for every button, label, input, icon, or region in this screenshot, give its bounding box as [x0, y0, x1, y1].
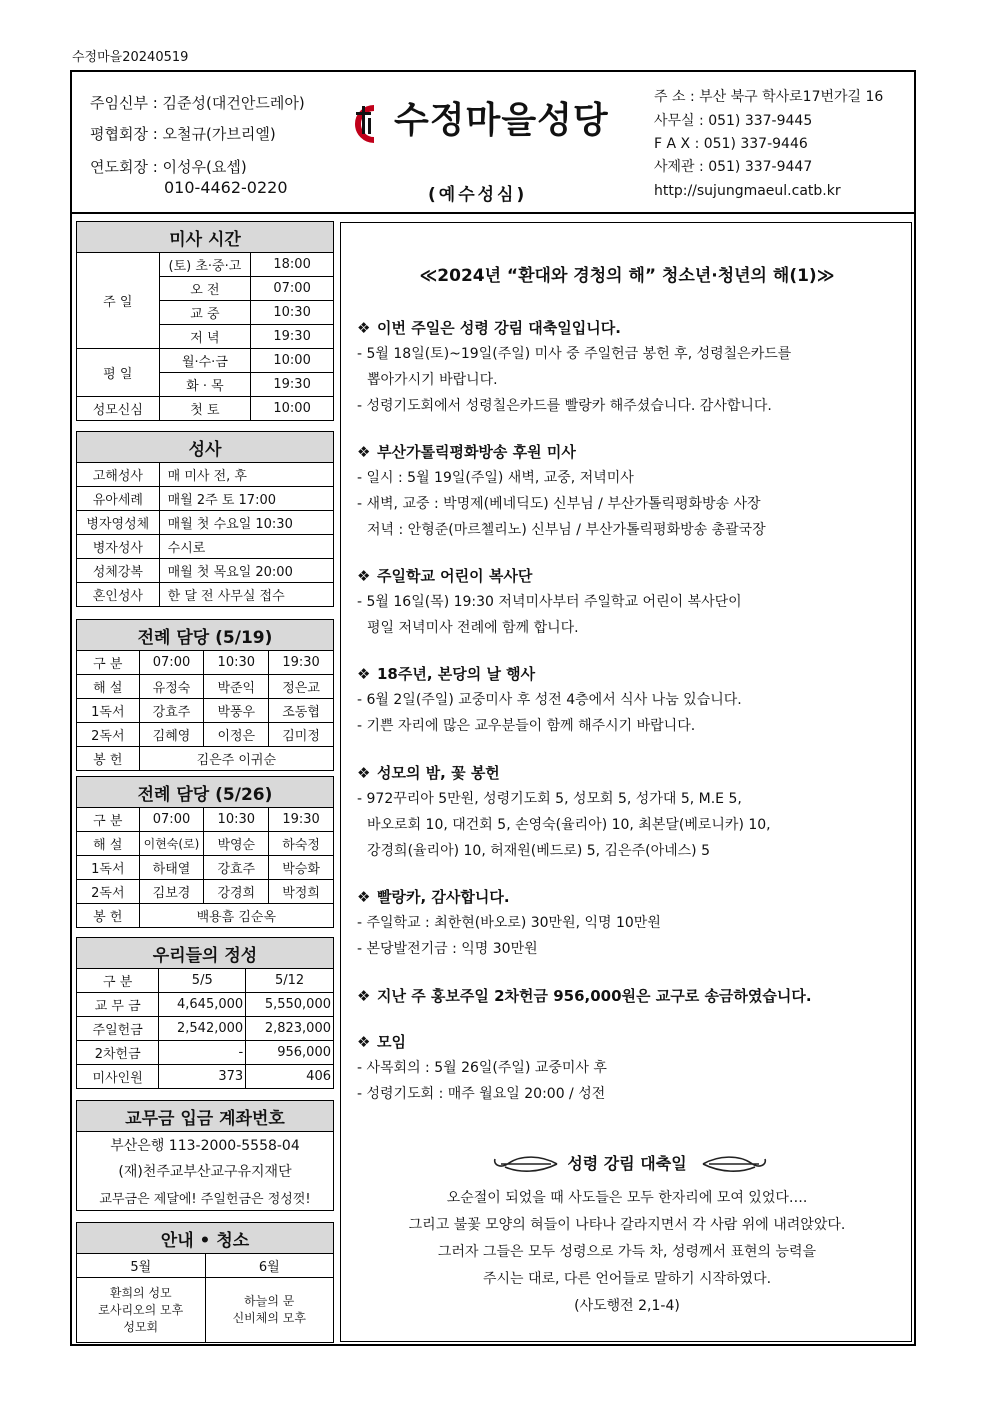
diamond-bullet-icon: ❖ [357, 888, 371, 906]
offerings-table [76, 937, 334, 1089]
liturgy-header-cell: 10:30 [204, 651, 269, 675]
cleaning-group: 환희의 성모 [109, 1285, 172, 1300]
offering-amount: 5,550,000 [246, 993, 334, 1017]
offering-type: 주일헌금 [77, 1017, 159, 1041]
council-info: 평협회장 : 오철규(가브리엘) [90, 125, 276, 143]
offering-amount: 956,000 [246, 1041, 334, 1065]
diamond-bullet-icon: ❖ [357, 443, 371, 461]
website-link[interactable]: http://sujungmaeul.catb.kr [654, 183, 841, 199]
diamond-bullet-icon: ❖ [357, 567, 371, 585]
section-heading: 18주년, 본당의 날 행사 [377, 665, 536, 683]
address: 주 소 : 부산 북구 학사로17번가길 16 [654, 89, 884, 105]
parish-name: 수정마을성당 [394, 100, 609, 141]
section-line: - 5월 18일(토)~19일(주일) 미사 중 주일헌금 봉헌 후, 성령칠은카드를 [357, 346, 792, 362]
announcement-section [357, 1029, 905, 1107]
liturgy-cell: 박풍우 [204, 699, 269, 723]
liturgy-cell: 하태열 [139, 856, 204, 880]
district-phone: 010-4462-0220 [164, 178, 288, 197]
sacrament-name: 고해성사 [77, 463, 160, 487]
liturgy-cell: 해 설 [77, 832, 140, 856]
mass-name: 저 녁 [159, 325, 251, 349]
sacraments-table [76, 431, 334, 607]
office-phone: 사무실 : 051) 337-9445 [654, 113, 813, 129]
section-heading: 주일학교 어린이 복사단 [377, 567, 533, 585]
announcement-section [357, 983, 905, 1009]
offering-amount: 406 [246, 1065, 334, 1089]
offering-label: 봉 헌 [77, 904, 140, 928]
offering-amount: 373 [159, 1065, 246, 1089]
quote-title: 성령 강림 대축일 [567, 1154, 687, 1173]
mass-name: 교 중 [159, 301, 251, 325]
section-line: - 기쁜 자리에 많은 교우분들이 함께 해주시기 바랍니다. [357, 718, 696, 734]
section-line: - 새벽, 교중 : 박명제(베네딕도) 신부님 / 부산가톨릭평화방송 사장 [357, 496, 761, 512]
offerings-title: 우리들의 정성 [77, 938, 334, 969]
section-line: - 6월 2일(주일) 교중미사 후 성전 4층에서 식사 나눔 있습니다. [357, 692, 742, 708]
cleaning-group: 성모회 [123, 1319, 159, 1334]
offering-label: 봉 헌 [77, 747, 140, 771]
mass-time: 19:30 [251, 373, 334, 397]
quote-line: 그리고 불꽃 모양의 혀들이 나타나 갈라지면서 각 사람 위에 내려앉았다. [408, 1217, 846, 1233]
liturgy-table-0526 [76, 776, 334, 928]
liturgy-header-cell: 19:30 [269, 808, 334, 832]
liturgy-cell: 2독서 [77, 723, 140, 747]
sacrament-value: 수시로 [159, 535, 333, 559]
announcements-title: ≪2024년 “환대와 경청의 해” 청소년·청년의 해(1)≫ [419, 266, 835, 286]
right-flourish-icon [701, 1153, 769, 1175]
parish-logo [344, 92, 644, 152]
account-title: 교무금 입금 계좌번호 [77, 1101, 334, 1132]
cleaning-may [77, 1278, 206, 1343]
mass-time: 10:00 [251, 397, 334, 421]
section-line: - 972꾸리아 5만원, 성령기도회 5, 성모회 5, 성가대 5, M.E 5, [357, 791, 742, 807]
sacrament-value: 매월 첫 수요일 10:30 [159, 511, 333, 535]
offerings-header-cell: 구 분 [77, 969, 159, 993]
weekday-label: 평 일 [77, 349, 160, 397]
announcement-section [357, 884, 905, 962]
liturgy-title: 전례 담당 (5/26) [77, 777, 334, 808]
marian-label: 성모신심 [77, 397, 160, 421]
diamond-bullet-icon: ❖ [357, 319, 371, 337]
quote-citation: (사도행전 2,1-4) [574, 1298, 680, 1314]
offering-type: 교 무 금 [77, 993, 159, 1017]
mass-time: 10:00 [251, 349, 334, 373]
sacrament-name: 유아세례 [77, 487, 160, 511]
liturgy-cell: 김보경 [139, 880, 204, 904]
liturgy-cell: 조동협 [269, 699, 334, 723]
diamond-bullet-icon: ❖ [357, 1033, 371, 1051]
liturgy-cell: 박준익 [204, 675, 269, 699]
account-note: 교무금은 제달에! 주일헌금은 정성껏! [77, 1184, 334, 1211]
sacrament-name: 병자영성체 [77, 511, 160, 535]
rectory-phone: 사제관 : 051) 337-9447 [654, 159, 813, 175]
section-line: 강경희(율리아) 10, 허재원(베드로) 5, 김은주(아네스) 5 [367, 843, 710, 859]
section-line: - 사목회의 : 5월 26일(주일) 교중미사 후 [357, 1060, 607, 1076]
liturgy-cell: 강경희 [204, 880, 269, 904]
liturgy-header-cell: 19:30 [269, 651, 334, 675]
section-line: 뽑아가시기 바랍니다. [367, 372, 498, 388]
offering-amount: 2,823,000 [246, 1017, 334, 1041]
cleaning-month: 5월 [77, 1254, 206, 1278]
liturgy-table-0519 [76, 619, 334, 771]
bulletin-header [72, 72, 914, 214]
liturgy-cell: 해 설 [77, 675, 140, 699]
liturgy-header-cell: 07:00 [139, 651, 204, 675]
mass-time: 18:00 [251, 253, 334, 277]
section-heading: 부산가톨릭평화방송 후원 미사 [377, 443, 576, 461]
account-box [76, 1100, 334, 1211]
liturgy-cell: 유정숙 [139, 675, 204, 699]
cleaning-group: 신비체의 모후 [232, 1311, 306, 1325]
liturgy-header-cell: 구 분 [77, 808, 140, 832]
offering-amount: - [159, 1041, 246, 1065]
mass-name: (토) 초·중·고 [159, 253, 251, 277]
section-line: 평일 저녁미사 전례에 함께 합니다. [367, 620, 579, 636]
sacrament-value: 매월 2주 토 17:00 [159, 487, 333, 511]
announcement-section [357, 563, 905, 641]
liturgy-cell: 정은교 [269, 675, 334, 699]
offering-amount: 2,542,000 [159, 1017, 246, 1041]
section-heading: 빨랑카, 감사합니다. [377, 888, 510, 906]
announcement-section [357, 315, 905, 419]
sacraments-title: 성사 [77, 432, 334, 463]
liturgy-cell: 강효주 [139, 699, 204, 723]
mass-time: 19:30 [251, 325, 334, 349]
mass-name: 첫 토 [159, 397, 251, 421]
section-line: 저녁 : 안형준(마르첼리노) 신부님 / 부산가톨릭평화방송 총괄국장 [367, 522, 766, 538]
section-line: - 일시 : 5월 19일(주일) 새벽, 교중, 저녁미사 [357, 470, 634, 486]
cleaning-table [76, 1222, 334, 1343]
liturgy-header-cell: 10:30 [204, 808, 269, 832]
liturgy-cell: 강효주 [204, 856, 269, 880]
quote-line: 그러자 그들은 모두 성령으로 가득 차, 성령께서 표현의 능력을 [437, 1244, 817, 1260]
mass-times-table [76, 221, 334, 421]
diamond-bullet-icon: ❖ [357, 764, 371, 782]
liturgy-header-cell: 07:00 [139, 808, 204, 832]
cleaning-group: 로사리오의 모후 [98, 1302, 184, 1317]
announcements-panel [340, 222, 912, 1342]
liturgy-cell: 박영순 [204, 832, 269, 856]
offering-type: 2차헌금 [77, 1041, 159, 1065]
quote-line: 오순절이 되었을 때 사도들은 모두 한자리에 모여 있었다…. [446, 1190, 808, 1206]
sunday-name: (예수성심) [428, 185, 528, 205]
liturgy-cell: 이현숙(로) [139, 832, 204, 856]
liturgy-cell: 2독서 [77, 880, 140, 904]
sunday-label: 주 일 [77, 253, 160, 349]
offering-amount: 4,645,000 [159, 993, 246, 1017]
mass-name: 월·수·금 [159, 349, 251, 373]
announcement-section [357, 661, 905, 739]
section-line: 바오로회 10, 대건회 5, 손영숙(율리아) 10, 최본달(베로니카) 10, [367, 817, 771, 833]
liturgy-cell: 1독서 [77, 856, 140, 880]
mass-time: 10:30 [251, 301, 334, 325]
diamond-bullet-icon: ❖ [357, 987, 371, 1005]
cleaning-month: 6월 [205, 1254, 334, 1278]
sacrament-name: 혼인성사 [77, 583, 160, 607]
section-line: - 성령기도회에서 성령칠은카드를 빨랑카 해주셨습니다. 감사합니다. [357, 398, 772, 414]
liturgy-cell: 김혜영 [139, 723, 204, 747]
cleaning-june [205, 1278, 334, 1343]
section-heading: 성모의 밤, 꽃 봉헌 [377, 764, 500, 782]
offerings-header-cell: 5/5 [159, 969, 246, 993]
section-heading: 모임 [377, 1033, 406, 1051]
liturgy-header-cell: 구 분 [77, 651, 140, 675]
liturgy-cell: 김미정 [269, 723, 334, 747]
diamond-bullet-icon: ❖ [357, 665, 371, 683]
section-heading: 이번 주일은 성령 강림 대축일입니다. [377, 319, 621, 337]
sacrament-value: 매월 첫 목요일 20:00 [159, 559, 333, 583]
cleaning-title: 안내 • 청소 [77, 1223, 334, 1254]
cleaning-group: 하늘의 문 [244, 1294, 295, 1308]
mass-name: 화 · 목 [159, 373, 251, 397]
priest-info: 주임신부 : 김준성(대건안드레아) [90, 94, 305, 112]
sacrament-name: 병자성사 [77, 535, 160, 559]
liturgy-cell: 이정은 [204, 723, 269, 747]
district-info: 연도회장 : 이성우(요셉) [90, 158, 247, 176]
section-line: - 본당발전기금 : 익명 30만원 [357, 941, 538, 957]
mass-time: 07:00 [251, 277, 334, 301]
offering-names: 백용흠 김순옥 [139, 904, 333, 928]
offerings-header-cell: 5/12 [246, 969, 334, 993]
bank-account: 부산은행 113-2000-5558-04 [77, 1132, 334, 1159]
liturgy-title: 전례 담당 (5/19) [77, 620, 334, 651]
church-emblem-icon [344, 100, 388, 144]
mass-name: 오 전 [159, 277, 251, 301]
sacrament-name: 성체강복 [77, 559, 160, 583]
mass-times-title: 미사 시간 [77, 222, 334, 253]
announcement-section [357, 439, 905, 543]
offering-names: 김은주 이귀순 [139, 747, 333, 771]
file-label: 수정마을20240519 [72, 50, 189, 65]
fax-number: F A X : 051) 337-9446 [654, 136, 808, 152]
section-line: - 5월 16일(목) 19:30 저녁미사부터 주일학교 어린이 복사단이 [357, 594, 742, 610]
section-heading: 지난 주 홍보주일 2차헌금 956,000원은 교구로 송금하였습니다. [377, 987, 812, 1005]
offering-type: 미사인원 [77, 1065, 159, 1089]
section-line: - 성령기도회 : 매주 월요일 20:00 / 성전 [357, 1086, 606, 1102]
sacrament-value: 한 달 전 사무실 접수 [159, 583, 333, 607]
liturgy-cell: 박정희 [269, 880, 334, 904]
quote-line: 주시는 대로, 다른 언어들로 말하기 시작하였다. [482, 1271, 772, 1287]
sacrament-value: 매 미사 전, 후 [159, 463, 333, 487]
liturgy-cell: 박승화 [269, 856, 334, 880]
account-holder: (재)천주교부산교구유지재단 [77, 1158, 334, 1184]
announcement-section [357, 760, 905, 864]
liturgy-cell: 1독서 [77, 699, 140, 723]
liturgy-cell: 하숙정 [269, 832, 334, 856]
section-line: - 주일학교 : 최한현(바오로) 30만원, 익명 10만원 [357, 915, 661, 931]
